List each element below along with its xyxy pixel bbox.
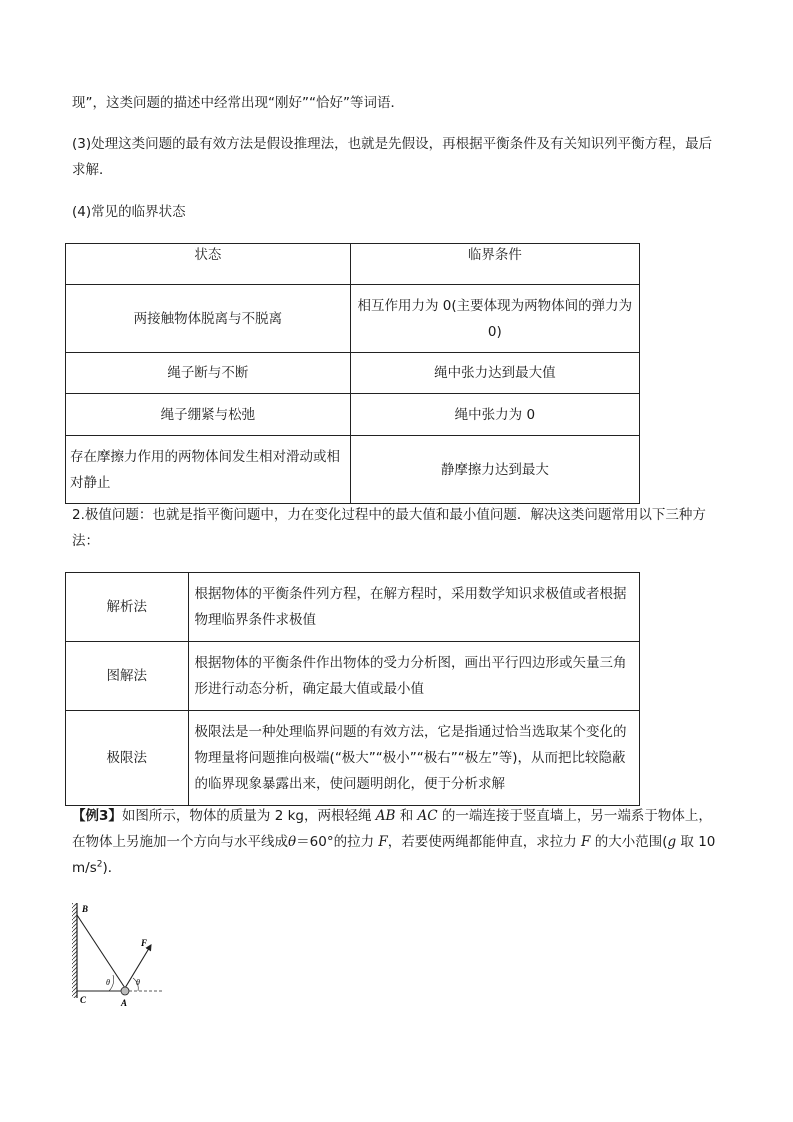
method-name: 解析法: [66, 573, 189, 642]
state-cell: 两接触物体脱离与不脱离: [66, 285, 351, 353]
methods-table: [65, 572, 640, 806]
example-tag: 【例3】: [72, 808, 122, 824]
object-a: [121, 987, 129, 995]
force-symbol: F: [378, 834, 388, 850]
condition-cell: 相互作用力为 0(主要体现为两物体间的弹力为 0): [350, 285, 639, 353]
paragraph-method: (3)处理这类问题的最有效方法是假设推理法，也就是先假设，再根据平衡条件及有关知识列平衡方程，最后求解．: [72, 136, 713, 178]
header-state: 状态: [66, 244, 351, 285]
paragraph-extreme-value: 2.极值问题：也就是指平衡问题中，力在变化过程中的最大值和最小值问题．解决这类问题常用以下三种方法：: [72, 507, 706, 549]
method-name: 图解法: [66, 642, 189, 711]
table-row: [66, 573, 640, 642]
method-description: 极限法是一种处理临界问题的有效方法，它是指通过恰当选取某个变化的物理量将问题推向极端(“极大”“极小”“极右”“极左”等)，从而把比较隐蔽的临界现象暴露出来，使问题明朗化，便于分析求解: [188, 711, 639, 806]
table-row: [66, 353, 640, 394]
paragraph-continuation: 现”，这类问题的描述中经常出现“刚好”“恰好”等词语．: [72, 95, 404, 111]
superscript: 2: [96, 859, 103, 870]
table-row: [66, 285, 640, 353]
label-f: F: [141, 938, 148, 948]
state-cell: 绳子断与不断: [66, 353, 351, 394]
table-row: [66, 394, 640, 436]
example-text: 的一端连接于竖直墙上，另一端系于物体上，在物体上另施加一个方向与水平线成: [72, 808, 712, 850]
force-diagram: [65, 895, 175, 1010]
condition-cell: 静摩擦力达到最大: [350, 436, 639, 504]
example-text: 如图所示，物体的质量为 2 kg，两根轻绳: [121, 808, 376, 824]
rope-ab-label: AB: [375, 808, 396, 824]
state-cell: 绳子绷紧与松弛: [66, 394, 351, 436]
table-row: [66, 642, 640, 711]
example-3-problem: [72, 803, 722, 881]
force-symbol: F: [581, 834, 591, 850]
method-name: 极限法: [66, 711, 189, 806]
rope-ab: [77, 915, 125, 988]
label-theta-right: θ: [136, 978, 140, 987]
theta-symbol: θ: [288, 834, 297, 850]
table-header-row: [66, 244, 640, 285]
table-row: [66, 711, 640, 806]
label-b: B: [82, 904, 89, 914]
critical-states-table: [65, 243, 640, 504]
example-text: )．: [102, 860, 122, 876]
label-a: A: [121, 998, 128, 1008]
table-row: [66, 436, 640, 504]
gravity-symbol: g: [667, 834, 677, 850]
label-theta-left: θ: [106, 978, 110, 987]
method-description: 根据物体的平衡条件列方程，在解方程时，采用数学知识求极值或者根据物理临界条件求极值: [188, 573, 639, 642]
example-text: 和: [395, 808, 418, 824]
header-condition: 临界条件: [350, 244, 639, 285]
method-description: 根据物体的平衡条件作出物体的受力分析图，画出平行四边形或矢量三角形进行动态分析，确定最大值或最小值: [188, 642, 639, 711]
label-c: C: [80, 995, 87, 1005]
condition-cell: 绳中张力达到最大值: [350, 353, 639, 394]
example-text: 取 10 m/s: [72, 834, 716, 876]
paragraph-critical-states-heading: (4)常见的临界状态: [72, 204, 186, 220]
example-text: ＝60°的拉力: [296, 834, 379, 850]
rope-ac-label: AC: [417, 808, 438, 824]
wall-hatch: [72, 903, 77, 998]
example-text: ，若要使两绳都能伸直，求拉力: [387, 834, 582, 850]
example-text: 的大小范围(: [590, 834, 668, 850]
state-cell: 存在摩擦力作用的两物体间发生相对滑动或相对静止: [66, 436, 351, 504]
condition-cell: 绳中张力为 0: [350, 394, 639, 436]
